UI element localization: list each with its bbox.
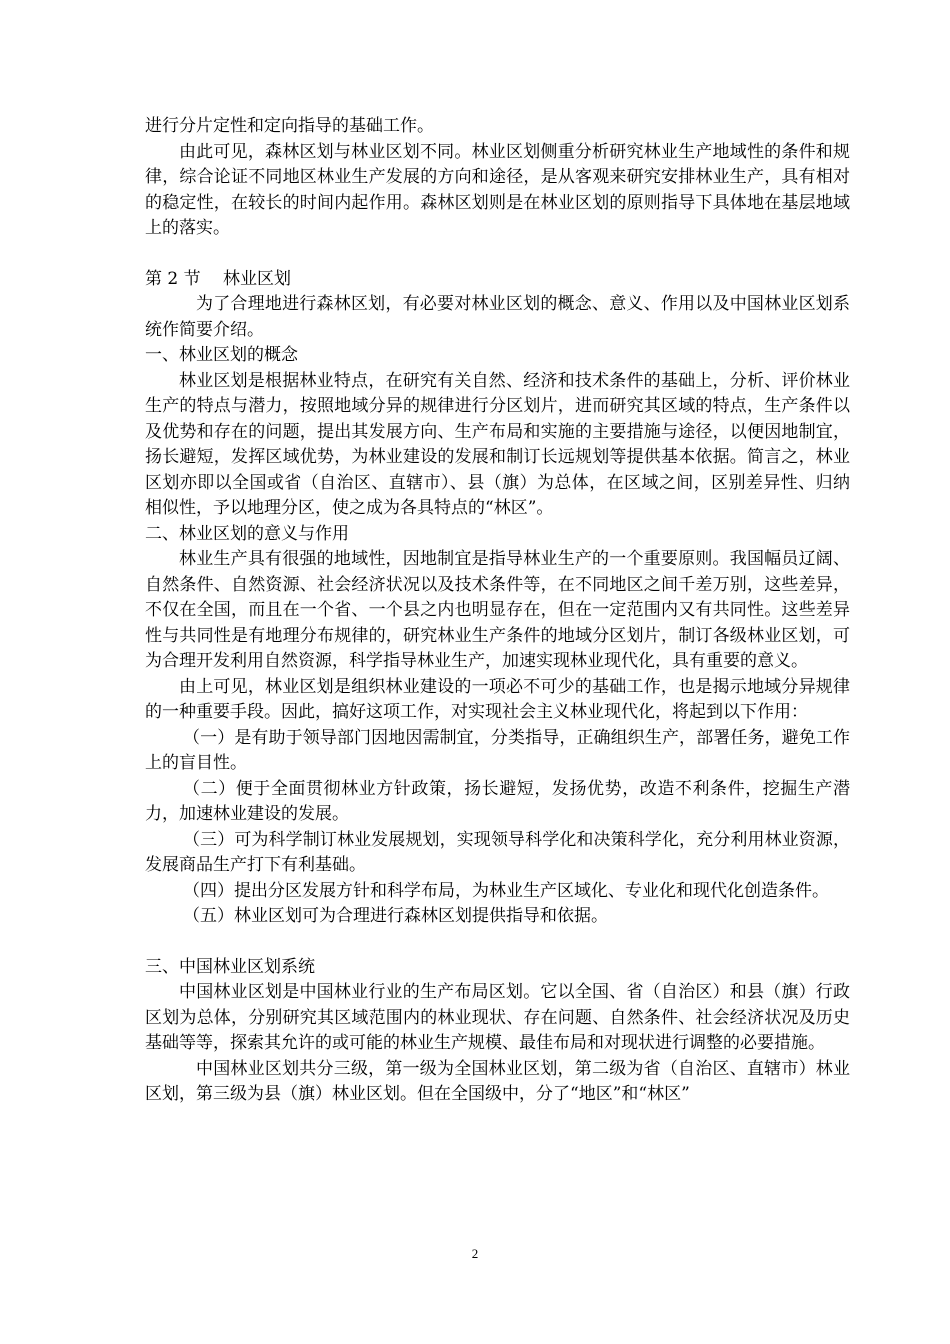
list-item: （一）是有助于领导部门因地因需制宜，分类指导，正确组织生产，部署任务，避免工作上的盲目性。 (145, 727, 850, 773)
paragraph-system: 中国林业区划是中国林业行业的生产布局区划。它以全国、省（自治区）和县（旗）行政区划为总体，分别研究其区域范围内的林业现状、存在问题、自然条件、社会经济状况及历史基础等等，探索其允许的或可能的林业生产规模、最佳布局和对现状进行调整的必要措施。 (145, 982, 850, 1053)
paragraph-significance: 林业生产具有很强的地域性，因地制宜是指导林业生产的一个重要原则。我国幅员辽阔、自然条件、自然资源、社会经济状况以及技术条件等，在不同地区之间千差万别，这些差异，不仅在全国，而且在一个省、一个县之内也明显存在，但在一定范围内又有共同性。这些差异性与共同性是有地理分布规律的，研究林业生产条件的地域分区划片，制订各级林业区划，可为合理开发利用自然资源，科学指导林业生产，加速实现林业现代化，具有重要的意义。 (145, 549, 850, 671)
list-item: （三）可为科学制订林业发展规划，实现领导科学化和决策科学化，充分利用林业资源，发展商品生产打下有利基础。 (145, 829, 850, 875)
paragraph-concept: 林业区划是根据林业特点，在研究有关自然、经济和技术条件的基础上，分析、评价林业生产的特点与潜力，按照地域分异的规律进行分区划片，进而研究其区域的特点，生产条件以及优势和存在的问题，提出其发展方向、生产布局和实施的主要措施与途径，以便因地制宜，扬长避短，发挥区域优势，为林业建设的发展和制订长远规划等提供基本依据。简言之，林业区划亦即以全国或省（自治区、直辖市）、县（旗）为总体，在区域之间，区别差异性、归纳相似性，予以地理分区，使之成为各具特点的“林区”。 (145, 370, 850, 518)
section-intro: 为了合理地进行森林区划，有必要对林业区划的概念、意义、作用以及中国林业区划系统作简要介绍。 (145, 294, 850, 340)
list-item: （二）便于全面贯彻林业方针政策，扬长避短，发扬优势，改造不利条件，挖掘生产潜力，加速林业建设的发展。 (145, 778, 850, 824)
heading-significance: 二、林业区划的意义与作用 (145, 523, 349, 544)
heading-system: 三、中国林业区划系统 (145, 956, 315, 977)
spacer (145, 242, 850, 267)
list-item: （四）提出分区发展方针和科学布局，为林业生产区域化、专业化和现代化创造条件。 (183, 880, 829, 901)
heading-concept: 一、林业区划的概念 (145, 345, 298, 365)
section-title: 第 2 节 林业区划 (145, 268, 292, 289)
page-number: 2 (471, 1246, 479, 1261)
spacer (145, 930, 850, 955)
document-body (145, 114, 850, 1108)
paragraph-levels: 中国林业区划共分三级，第一级为全国林业区划，第二级为省（自治区、直辖市）林业区划，第三级为县（旗）林业区划。但在全国级中，分了“地区”和“林区” (145, 1058, 850, 1104)
paragraph-continuation: 进行分片定性和定向指导的基础工作。 (145, 116, 434, 136)
paragraph-roles-intro: 由上可见，林业区划是组织林业建设的一项必不可少的基础工作，也是揭示地域分异规律的一种重要手段。因此，搞好这项工作，对实现社会主义林业现代化，将起到以下作用： (145, 676, 850, 722)
paragraph-comparison: 由此可见，森林区划与林业区划不同。林业区划侧重分析研究林业生产地域性的条件和规律，综合论证不同地区林业生产发展的方向和途径，是从客观来研究安排林业生产，具有相对的稳定性，在较长的时间内起作用。森林区划则是在林业区划的原则指导下具体地在基层地域上的落实。 (145, 141, 850, 238)
list-item: （五）林业区划可为合理进行森林区划提供指导和依据。 (183, 906, 608, 926)
